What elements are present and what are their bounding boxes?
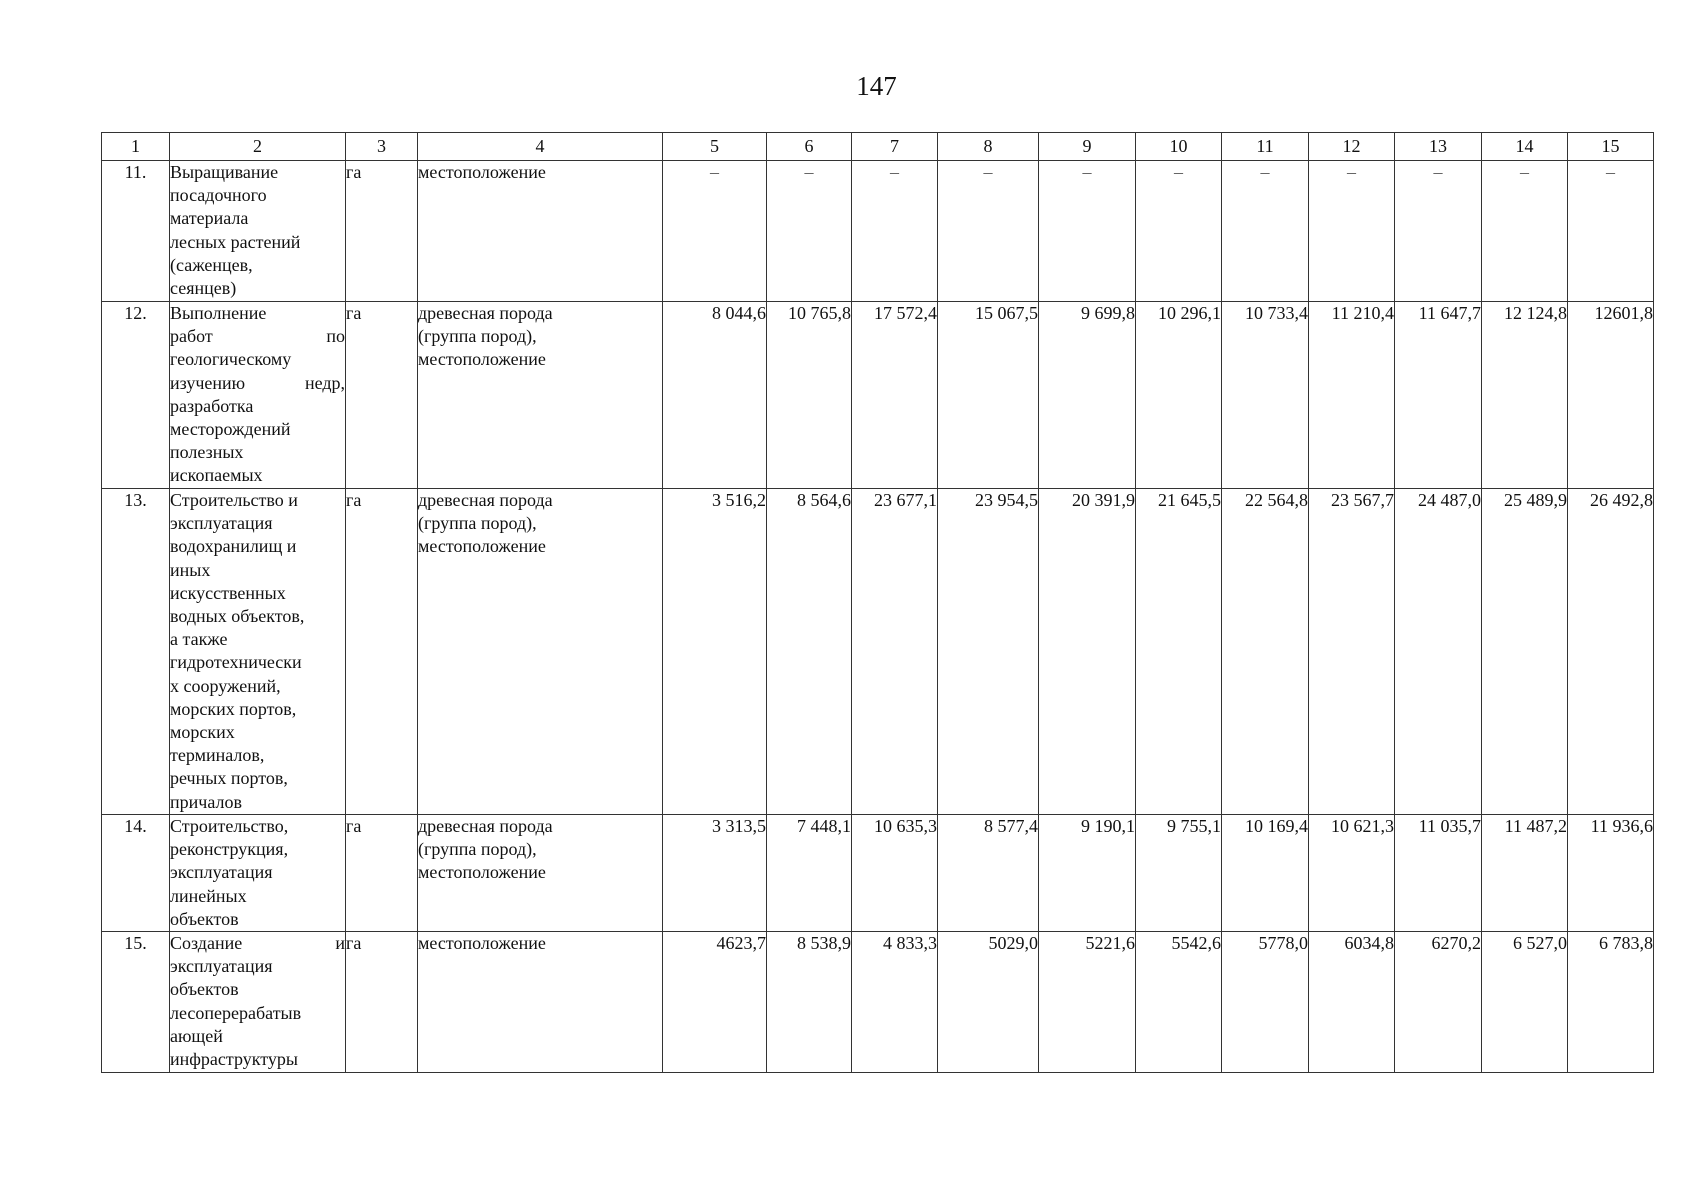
value-cell: 6034,8 <box>1309 932 1395 1073</box>
parameter-line: местоположение <box>418 536 546 557</box>
value-cell: – <box>1039 161 1136 302</box>
value-cell: 11 936,6 <box>1568 815 1654 932</box>
activity-name-line: гидротехнически <box>170 652 302 673</box>
value-cell: 17 572,4 <box>852 302 938 489</box>
column-header: 4 <box>418 133 663 161</box>
unit-cell: га <box>346 489 418 815</box>
activity-name-line: водохранилищ и <box>170 536 297 557</box>
activity-name-line: эксплуатация <box>170 956 273 977</box>
row-number: 11. <box>102 161 170 302</box>
row-number: 12. <box>102 302 170 489</box>
value-cell: 10 635,3 <box>852 815 938 932</box>
parameter-line: местоположение <box>418 933 546 954</box>
activity-name-line: работ по <box>170 326 345 347</box>
parameter-line: (группа пород), <box>418 839 537 860</box>
activity-name-line: Выращивание <box>170 162 279 182</box>
value-cell: 8 044,6 <box>663 302 767 489</box>
activity-name <box>170 161 346 302</box>
column-header: 12 <box>1309 133 1395 161</box>
unit-cell: га <box>346 161 418 302</box>
value-cell: 9 755,1 <box>1136 815 1222 932</box>
value-cell: 26 492,8 <box>1568 489 1654 815</box>
table-row <box>102 489 1654 815</box>
parameter-cell <box>418 489 663 815</box>
activity-name-line: посадочного <box>170 185 267 206</box>
parameter-cell <box>418 815 663 932</box>
value-cell: – <box>1222 161 1309 302</box>
activity-name-line: морских портов, <box>170 698 297 719</box>
parameter-line: древесная порода <box>418 303 553 323</box>
column-header: 11 <box>1222 133 1309 161</box>
value-cell: – <box>1136 161 1222 302</box>
activity-name-line: иных <box>170 559 211 580</box>
value-cell: 10 733,4 <box>1222 302 1309 489</box>
activity-name-line: объектов <box>170 908 239 929</box>
activity-name <box>170 302 346 489</box>
activity-name-line: речных портов, <box>170 768 288 789</box>
value-cell: – <box>1395 161 1482 302</box>
value-cell: – <box>767 161 852 302</box>
parameter-cell <box>418 302 663 489</box>
activity-name-line: линейных <box>170 885 247 906</box>
row-number: 13. <box>102 489 170 815</box>
value-cell: 10 765,8 <box>767 302 852 489</box>
value-cell: 10 169,4 <box>1222 815 1309 932</box>
activity-name-line: Создание и <box>170 933 345 954</box>
value-cell: 23 677,1 <box>852 489 938 815</box>
column-header: 3 <box>346 133 418 161</box>
activity-name-line: материала <box>170 208 249 229</box>
value-cell: 3 313,5 <box>663 815 767 932</box>
value-cell: 23 567,7 <box>1309 489 1395 815</box>
value-cell: – <box>852 161 938 302</box>
value-cell: 6270,2 <box>1395 932 1482 1073</box>
table-row <box>102 932 1654 1073</box>
activity-name-line: ающей <box>170 1025 223 1046</box>
value-cell: 8 564,6 <box>767 489 852 815</box>
activity-name-line: реконструкция, <box>170 839 289 860</box>
value-cell: 5542,6 <box>1136 932 1222 1073</box>
parameter-line: (группа пород), <box>418 513 537 534</box>
parameter-cell <box>418 932 663 1073</box>
activity-name-line: лесоперерабатыв <box>170 1002 302 1023</box>
value-cell: – <box>1482 161 1568 302</box>
value-cell: 11 487,2 <box>1482 815 1568 932</box>
parameter-cell <box>418 161 663 302</box>
column-header: 8 <box>938 133 1039 161</box>
column-header: 14 <box>1482 133 1568 161</box>
value-cell: 23 954,5 <box>938 489 1039 815</box>
activity-name-line: изучению недр, <box>170 372 345 393</box>
value-cell: – <box>938 161 1039 302</box>
parameter-line: древесная порода <box>418 816 553 836</box>
activity-name-line: причалов <box>170 791 242 812</box>
value-cell: 24 487,0 <box>1395 489 1482 815</box>
value-cell: 7 448,1 <box>767 815 852 932</box>
row-number: 15. <box>102 932 170 1073</box>
activity-name-line: инфраструктуры <box>170 1049 298 1070</box>
value-cell: 4623,7 <box>663 932 767 1073</box>
activity-name-line: а также <box>170 629 228 650</box>
unit-cell: га <box>346 932 418 1073</box>
value-cell: 8 538,9 <box>767 932 852 1073</box>
activity-name-line: эксплуатация <box>170 862 273 883</box>
parameter-line: местоположение <box>418 162 546 182</box>
unit-cell: га <box>346 815 418 932</box>
value-cell: 3 516,2 <box>663 489 767 815</box>
value-cell: 11 210,4 <box>1309 302 1395 489</box>
activity-name-line: эксплуатация <box>170 513 273 534</box>
value-cell: 10 296,1 <box>1136 302 1222 489</box>
value-cell: 15 067,5 <box>938 302 1039 489</box>
activity-name-line: лесных растений <box>170 231 301 252</box>
value-cell: – <box>1309 161 1395 302</box>
activity-name <box>170 932 346 1073</box>
activity-name-line: Строительство, <box>170 816 289 836</box>
value-cell: 12 124,8 <box>1482 302 1568 489</box>
activity-name-line: сеянцев) <box>170 278 237 299</box>
column-header: 1 <box>102 133 170 161</box>
value-cell: 11 647,7 <box>1395 302 1482 489</box>
activity-name <box>170 489 346 815</box>
activity-name-line: объектов <box>170 979 239 1000</box>
column-header: 15 <box>1568 133 1654 161</box>
value-cell: 5778,0 <box>1222 932 1309 1073</box>
parameter-line: местоположение <box>418 862 546 883</box>
value-cell: 6 527,0 <box>1482 932 1568 1073</box>
activity-name-line: водных объектов, <box>170 606 305 627</box>
column-header: 10 <box>1136 133 1222 161</box>
value-cell: 10 621,3 <box>1309 815 1395 932</box>
activity-name-line: Выполнение <box>170 303 267 323</box>
activity-name-line: х сооружений, <box>170 675 281 696</box>
value-cell: 25 489,9 <box>1482 489 1568 815</box>
activity-name-line: (саженцев, <box>170 254 253 275</box>
activity-name-line: терминалов, <box>170 745 265 766</box>
activity-name-line: морских <box>170 722 235 743</box>
column-header: 13 <box>1395 133 1482 161</box>
column-header: 2 <box>170 133 346 161</box>
value-cell: 4 833,3 <box>852 932 938 1073</box>
activity-name-line: геологическому <box>170 349 292 370</box>
value-cell: 5221,6 <box>1039 932 1136 1073</box>
parameter-line: местоположение <box>418 349 546 370</box>
value-cell: 8 577,4 <box>938 815 1039 932</box>
value-cell: 5029,0 <box>938 932 1039 1073</box>
table-row <box>102 815 1654 932</box>
value-cell: 20 391,9 <box>1039 489 1136 815</box>
parameter-line: (группа пород), <box>418 326 537 347</box>
page-number: 147 <box>856 71 897 101</box>
value-cell: – <box>1568 161 1654 302</box>
value-cell: 9 699,8 <box>1039 302 1136 489</box>
activity-name-line: месторождений <box>170 419 291 440</box>
activity-name <box>170 815 346 932</box>
value-cell: – <box>663 161 767 302</box>
activity-name-line: разработка <box>170 395 254 416</box>
value-cell: 21 645,5 <box>1136 489 1222 815</box>
parameter-line: древесная порода <box>418 490 553 510</box>
column-header: 6 <box>767 133 852 161</box>
activity-name-line: ископаемых <box>170 465 263 486</box>
row-number: 14. <box>102 815 170 932</box>
table-header-row <box>102 133 1654 161</box>
value-cell: 11 035,7 <box>1395 815 1482 932</box>
activity-name-line: полезных <box>170 442 244 463</box>
value-cell: 9 190,1 <box>1039 815 1136 932</box>
activity-name-line: Строительство и <box>170 490 298 510</box>
value-cell: 12601,8 <box>1568 302 1654 489</box>
column-header: 5 <box>663 133 767 161</box>
table-row <box>102 302 1654 489</box>
data-table <box>101 132 1654 1073</box>
column-header: 7 <box>852 133 938 161</box>
value-cell: 6 783,8 <box>1568 932 1654 1073</box>
value-cell: 22 564,8 <box>1222 489 1309 815</box>
column-header: 9 <box>1039 133 1136 161</box>
activity-name-line: искусственных <box>170 582 286 603</box>
table-row <box>102 161 1654 302</box>
unit-cell: га <box>346 302 418 489</box>
